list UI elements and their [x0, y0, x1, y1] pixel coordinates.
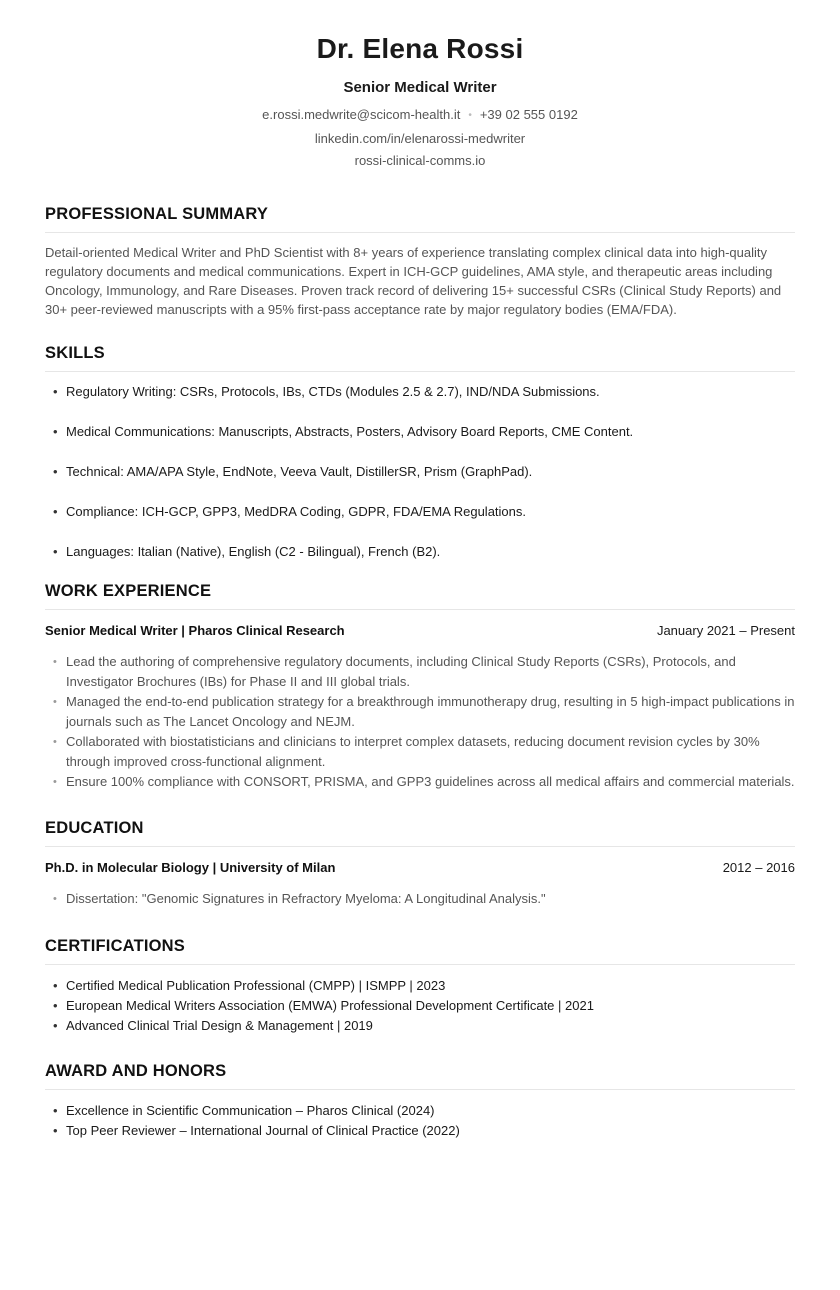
awards-list	[45, 1101, 795, 1141]
experience-section	[45, 582, 795, 792]
job-bullets	[45, 652, 795, 792]
education-entry-header	[45, 859, 795, 877]
bullet-icon: •	[53, 424, 58, 439]
bullet-icon: •	[53, 656, 57, 668]
list-item	[45, 692, 795, 732]
linkedin-link[interactable]: linkedin.com/in/elenarossi-medwriter	[314, 131, 526, 146]
bullet-icon: •	[53, 1018, 58, 1033]
certifications-list	[45, 976, 795, 1036]
candidate-title: Senior Medical Writer	[343, 79, 497, 96]
candidate-name: Dr. Elena Rossi	[316, 33, 524, 64]
contact-info	[45, 104, 795, 172]
resume-header	[45, 0, 795, 172]
section-heading: WORK EXPERIENCE	[45, 582, 795, 610]
skill-text: Compliance: ICH-GCP, GPP3, MedDRA Coding, GDPR, FDA/EMA Regulations.	[66, 504, 526, 519]
certification-text: Certified Medical Publication Professional (CMPP) | ISMPP | 2023	[66, 978, 446, 993]
bullet-text: Collaborated with biostatisticians and clinicians to interpret complex datasets, reducing document revision cycles by 30% through improved cross-functional alignment.	[66, 734, 760, 769]
job-entry-header	[45, 622, 795, 640]
bullet-icon: •	[53, 464, 58, 479]
phone-number[interactable]: +39 02 555 0192	[479, 107, 578, 122]
bullet-icon: •	[53, 544, 58, 559]
degree: Ph.D. in Molecular Biology | University of Milan	[45, 860, 336, 875]
education-section	[45, 819, 795, 909]
skills-list	[45, 382, 795, 562]
bullet-icon: •	[53, 1123, 58, 1138]
list-item	[45, 542, 795, 562]
list-item	[45, 1121, 795, 1141]
skills-section	[45, 344, 795, 562]
section-heading: SKILLS	[45, 344, 795, 372]
list-item	[45, 889, 795, 909]
bullet-text: Managed the end-to-end publication strategy for a breakthrough immunotherapy drug, resulting in 5 high-impact publications in journals such as The Lancet Oncology and NEJM.	[66, 694, 795, 729]
contact-line-1	[45, 104, 795, 128]
award-text: Top Peer Reviewer – International Journal of Clinical Practice (2022)	[66, 1123, 460, 1138]
contact-separator: •	[468, 110, 472, 121]
list-item	[45, 422, 795, 442]
list-item	[45, 996, 795, 1016]
email-link[interactable]: e.rossi.medwrite@scicom-health.it	[262, 107, 461, 122]
list-item	[45, 652, 795, 692]
list-item	[45, 1016, 795, 1036]
bullet-icon: •	[53, 736, 57, 748]
certifications-section	[45, 937, 795, 1036]
education-dates: 2012 – 2016	[722, 860, 795, 875]
education-bullets	[45, 889, 795, 909]
bullet-icon: •	[53, 893, 57, 905]
bullet-text: Ensure 100% compliance with CONSORT, PRISMA, and GPP3 guidelines across all medical affairs and commercial materials.	[66, 774, 795, 789]
summary-section	[45, 205, 795, 319]
list-item	[45, 976, 795, 996]
awards-section	[45, 1062, 795, 1141]
bullet-icon: •	[53, 384, 58, 399]
skill-text: Languages: Italian (Native), English (C2 - Bilingual), French (B2).	[66, 544, 441, 559]
skill-text: Technical: AMA/APA Style, EndNote, Veeva Vault, DistillerSR, Prism (GraphPad).	[66, 464, 533, 479]
website-link[interactable]: rossi-clinical-comms.io	[354, 153, 486, 168]
list-item	[45, 502, 795, 522]
skill-text: Medical Communications: Manuscripts, Abstracts, Posters, Advisory Board Reports, CME Content.	[66, 424, 634, 439]
summary-text: Detail-oriented Medical Writer and PhD Scientist with 8+ years of experience translating complex clinical data into high-quality regulatory documents and medical communications. Expert in ICH-GCP guidelines, AMA style, and therapeutic areas including Oncology, Immunology, and Rare Diseases. Proven track record of delivering 15+ successful CSRs (Clinical Study Reports) and 30+ peer-reviewed manuscripts with a 95% first-pass acceptance rate by major regulatory bodies (EMA/FDA).	[45, 245, 782, 317]
list-item	[45, 382, 795, 402]
section-heading: EDUCATION	[45, 819, 795, 847]
section-heading: CERTIFICATIONS	[45, 937, 795, 965]
award-text: Excellence in Scientific Communication – Pharos Clinical (2024)	[66, 1103, 435, 1118]
bullet-icon: •	[53, 776, 57, 788]
skill-text: Regulatory Writing: CSRs, Protocols, IBs, CTDs (Modules 2.5 & 2.7), IND/NDA Submissions.	[66, 384, 600, 399]
section-heading: AWARD AND HONORS	[45, 1062, 795, 1090]
list-item	[45, 462, 795, 482]
bullet-text: Lead the authoring of comprehensive regulatory documents, including Clinical Study Reports (CSRs), Protocols, and Investigator Brochures (IBs) for Phase II and III global trials.	[66, 654, 736, 689]
bullet-text: Dissertation: "Genomic Signatures in Refractory Myeloma: A Longitudinal Analysis."	[66, 891, 546, 906]
list-item	[45, 772, 795, 792]
section-heading: PROFESSIONAL SUMMARY	[45, 205, 795, 233]
list-item	[45, 732, 795, 772]
certification-text: European Medical Writers Association (EMWA) Professional Development Certificate | 2021	[66, 998, 594, 1013]
list-item	[45, 1101, 795, 1121]
bullet-icon: •	[53, 1103, 58, 1118]
bullet-icon: •	[53, 696, 57, 708]
certification-text: Advanced Clinical Trial Design & Management | 2019	[66, 1018, 373, 1033]
bullet-icon: •	[53, 978, 58, 993]
job-role: Senior Medical Writer | Pharos Clinical Research	[45, 623, 345, 638]
job-dates: January 2021 – Present	[656, 623, 795, 638]
bullet-icon: •	[53, 998, 58, 1013]
bullet-icon: •	[53, 504, 58, 519]
